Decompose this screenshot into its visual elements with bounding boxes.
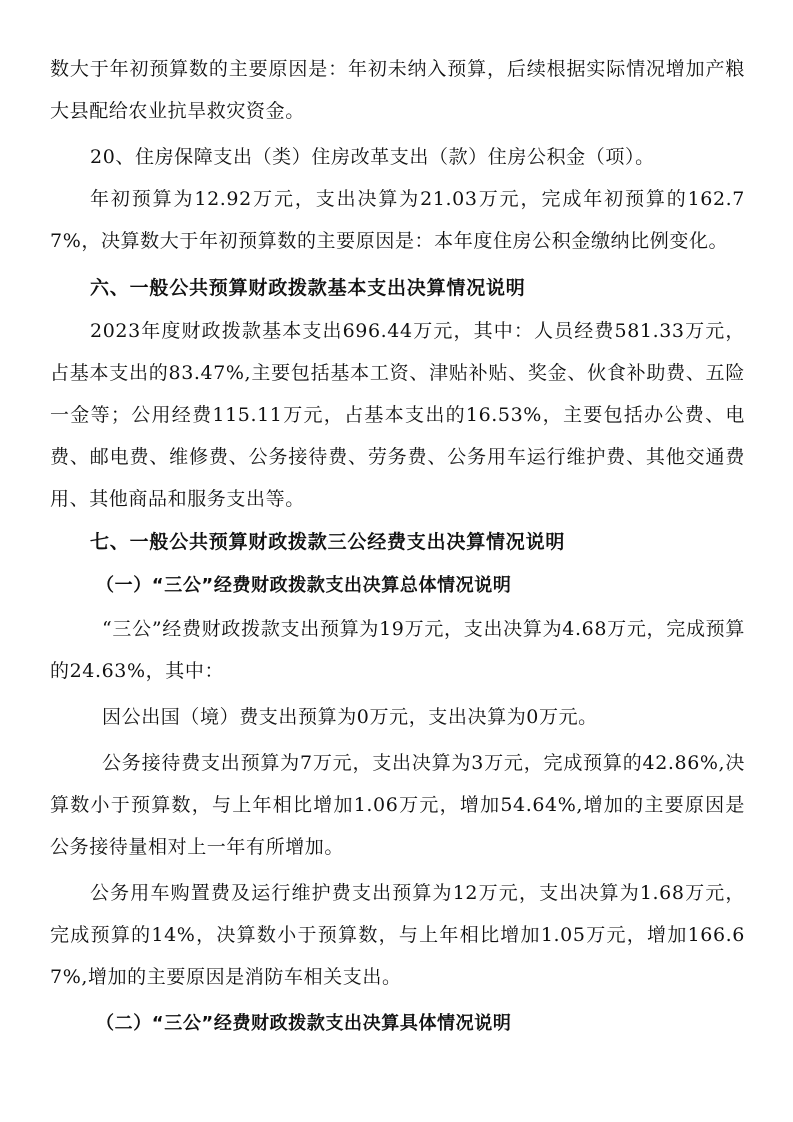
section-heading-six: 六、一般公共预算财政拨款基本支出决算情况说明 <box>90 277 526 299</box>
subsection-heading-two: （二）“三公”经费财政拨款支出决算具体情况说明 <box>96 1013 512 1034</box>
paragraph-reception: 公务接待费支出预算为7万元，支出决算为3万元，完成预算的42.86%,决算数小于预算数，与上年相比增加1.06万元，增加54.64%,增加的主要原因是公务接待量相对上一年有所增加。 <box>50 752 745 858</box>
paragraph-item-20: 20、住房保障支出（类）住房改革支出（款）住房公积金（项）。 <box>90 146 655 168</box>
subsection-heading-one: （一）“三公”经费财政拨款支出决算总体情况说明 <box>96 575 512 596</box>
paragraph-three-public-total: “三公”经费财政拨款支出预算为19万元，支出决算为4.68万元，完成预算的24.63%，其中： <box>50 618 745 682</box>
paragraph-basic-expenditure: 2023年度财政拨款基本支出696.44万元，其中：人员经费581.33万元，占基本支出的83.47%,主要包括基本工资、津贴补贴、奖金、伙食补助费、五险一金等；公用经费115.11万元，占基本支出的16.53%，主要包括办公费、电费、邮电费、维修费、公务接待费、劳务费、公务用车运行维护费、其他交通费用、其他商品和服务支出等。 <box>50 320 745 510</box>
paragraph-continued: 数大于年初预算数的主要原因是：年初未纳入预算，后续根据实际情况增加产粮大县配给农业抗旱救灾资金。 <box>50 58 745 122</box>
paragraph-housing-fund: 年初预算为12.92万元，支出决算为21.03万元，完成年初预算的162.77%，决算数大于年初预算数的主要原因是：本年度住房公积金缴纳比例变化。 <box>50 188 745 252</box>
paragraph-overseas: 因公出国（境）费支出预算为0万元，支出决算为0万元。 <box>102 706 598 728</box>
section-heading-seven: 七、一般公共预算财政拨款三公经费支出决算情况说明 <box>90 531 566 553</box>
paragraph-vehicles: 公务用车购置费及运行维护费支出预算为12万元，支出决算为1.68万元，完成预算的14%，决算数小于预算数，与上年相比增加1.05万元，增加166.67%,增加的主要原因是消防车相关支出。 <box>50 882 745 988</box>
